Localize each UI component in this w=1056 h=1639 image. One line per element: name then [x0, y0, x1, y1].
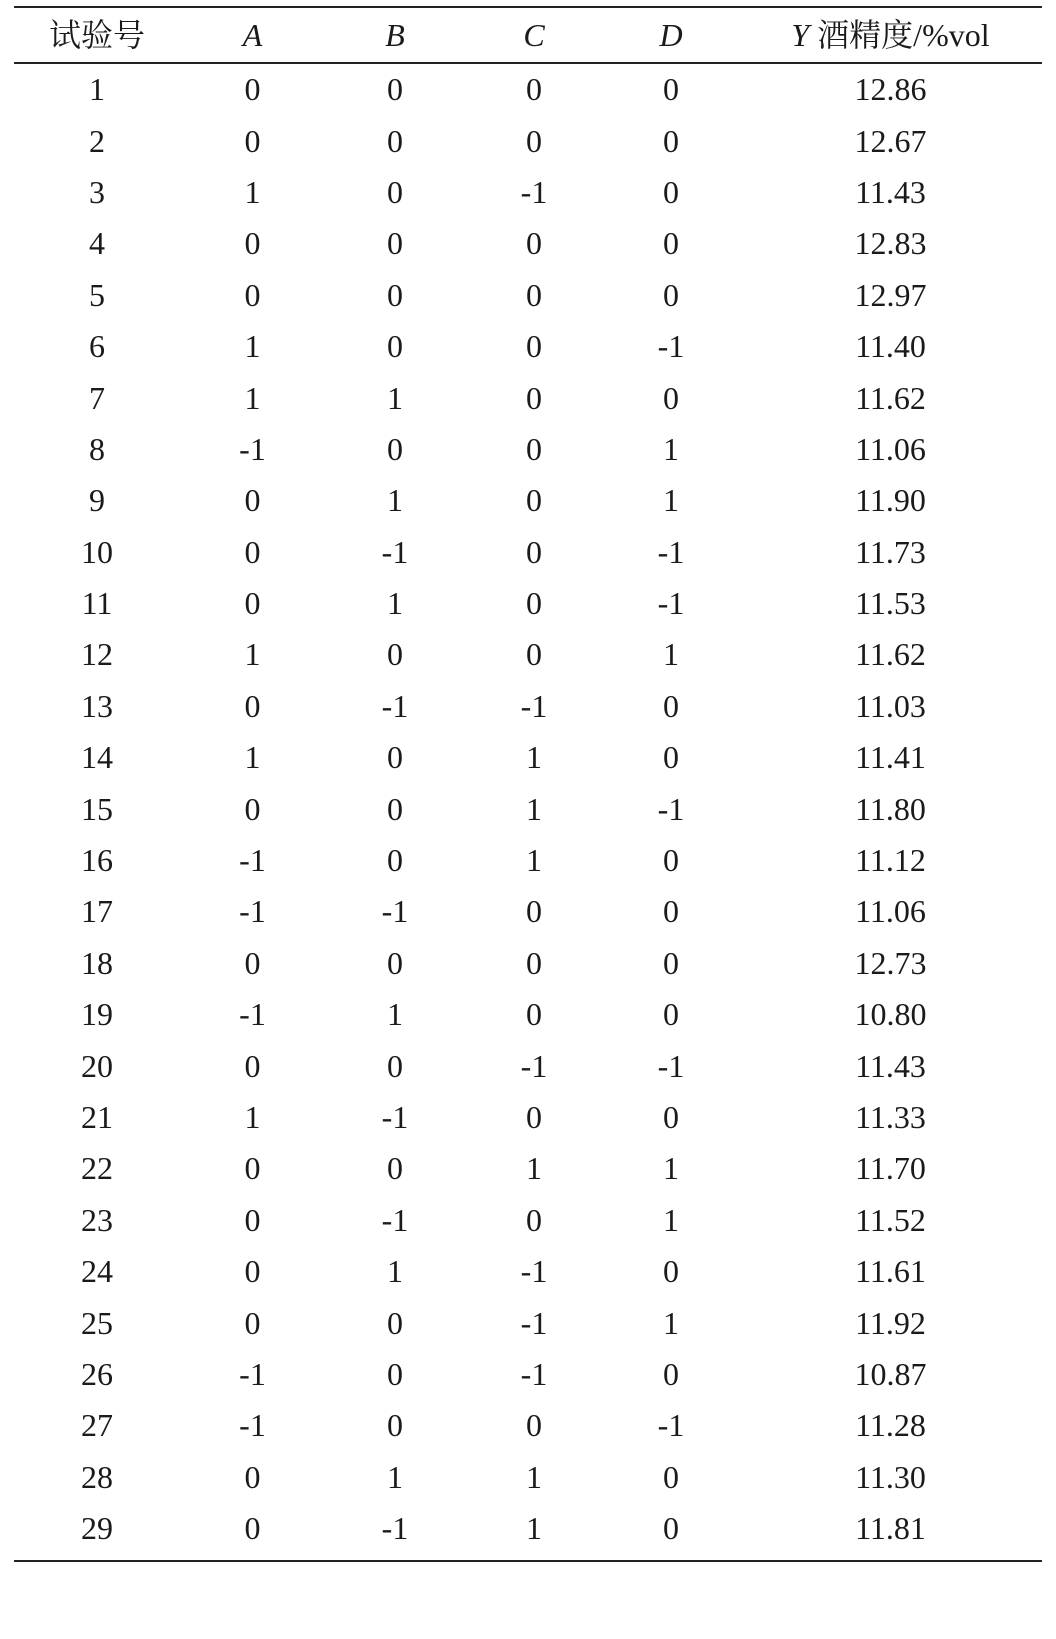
cell-b: 0	[387, 225, 403, 262]
cell-c: 0	[526, 1099, 542, 1135]
table-row	[14, 1143, 1042, 1194]
cell-y: 11.73	[855, 533, 926, 570]
table-row	[14, 1502, 1042, 1553]
cell-b: 0	[387, 1047, 403, 1084]
header-y	[739, 19, 1042, 51]
cell-d: 0	[663, 379, 679, 416]
cell-a: 1	[244, 1099, 261, 1135]
table-row	[14, 783, 1042, 834]
cell-c: 0	[526, 944, 542, 981]
cell-c: 0	[526, 996, 542, 1033]
cell-trial: 23	[81, 1201, 113, 1238]
cell-trial: 22	[81, 1150, 113, 1187]
table-row	[14, 1297, 1042, 1348]
cell-c: 1	[526, 790, 542, 827]
cell-c: 1	[526, 1510, 542, 1547]
header-y-label: 酒精度/%vol	[817, 17, 990, 53]
cell-d: 1	[663, 482, 679, 519]
cell-trial: 3	[89, 173, 105, 210]
cell-trial: 12	[81, 636, 113, 673]
table-row	[14, 680, 1042, 731]
cell-trial: 20	[81, 1047, 113, 1084]
table-row	[14, 1400, 1042, 1451]
cell-y: 11.52	[855, 1201, 926, 1238]
cell-trial: 18	[81, 944, 113, 981]
cell-trial: 28	[81, 1458, 113, 1495]
cell-y: 12.97	[854, 276, 927, 313]
cell-d: 0	[663, 71, 679, 108]
cell-c: 1	[526, 1150, 542, 1187]
cell-b: -1	[381, 1510, 409, 1547]
cell-b: 0	[387, 636, 403, 673]
cell-c: 0	[526, 893, 542, 930]
cell-b: 1	[387, 996, 403, 1033]
cell-trial: 29	[81, 1510, 113, 1547]
cell-a: 1	[244, 739, 261, 776]
cell-c: 1	[526, 1458, 542, 1495]
cell-b: 0	[387, 71, 403, 108]
header-b: B	[385, 17, 405, 53]
cell-a: 0	[244, 1253, 261, 1290]
bottom-rule	[14, 1560, 1042, 1562]
cell-a: -1	[239, 430, 266, 467]
cell-d: 0	[663, 276, 679, 313]
cell-b: 0	[387, 328, 403, 365]
cell-y: 11.92	[855, 1304, 926, 1341]
header-d: D	[659, 17, 683, 53]
table-row	[14, 320, 1042, 371]
cell-d: -1	[657, 790, 685, 827]
cell-trial: 10	[81, 533, 113, 570]
cell-y: 11.61	[855, 1253, 926, 1290]
cell-d: 0	[663, 225, 679, 262]
table-row	[14, 166, 1042, 217]
cell-b: 0	[387, 790, 403, 827]
cell-b: 0	[387, 842, 403, 879]
cell-trial: 16	[81, 842, 113, 879]
table-row	[14, 218, 1042, 269]
cell-d: 1	[663, 636, 679, 673]
cell-d: -1	[657, 585, 685, 622]
cell-d: -1	[657, 533, 685, 570]
cell-c: -1	[520, 1253, 548, 1290]
cell-c: 0	[526, 430, 542, 467]
table-row	[14, 886, 1042, 937]
cell-a: -1	[239, 842, 266, 879]
cell-a: 0	[244, 276, 261, 313]
table-row	[14, 475, 1042, 526]
cell-d: 0	[663, 842, 679, 879]
cell-y: 11.81	[855, 1510, 926, 1547]
cell-c: 0	[526, 636, 542, 673]
cell-y: 11.80	[855, 790, 926, 827]
header-trial: 试验号	[48, 17, 145, 53]
cell-b: 0	[387, 1304, 403, 1341]
cell-y: 11.90	[855, 482, 926, 519]
cell-d: 0	[663, 1510, 679, 1547]
cell-trial: 14	[81, 739, 113, 776]
cell-a: 1	[244, 173, 261, 210]
table-row	[14, 577, 1042, 628]
cell-a: 1	[244, 379, 261, 416]
cell-y: 10.87	[854, 1355, 927, 1392]
cell-c: 0	[526, 533, 542, 570]
cell-y: 11.30	[855, 1458, 926, 1495]
cell-d: -1	[657, 328, 685, 365]
cell-d: 0	[663, 1253, 679, 1290]
cell-d: -1	[657, 1047, 685, 1084]
cell-b: 0	[387, 1150, 403, 1187]
cell-y: 11.43	[855, 173, 926, 210]
cell-trial: 13	[81, 687, 113, 724]
cell-y: 11.28	[855, 1407, 926, 1444]
table-row	[14, 937, 1042, 988]
cell-c: 0	[526, 225, 542, 262]
table-row	[14, 269, 1042, 320]
cell-trial: 11	[81, 585, 113, 622]
cell-a: -1	[239, 996, 266, 1033]
cell-y: 12.67	[854, 122, 927, 159]
table-header	[14, 8, 1042, 62]
cell-trial: 7	[89, 379, 105, 416]
cell-c: -1	[520, 1304, 548, 1341]
cell-d: 0	[663, 944, 679, 981]
cell-a: -1	[239, 893, 266, 930]
cell-a: -1	[239, 1407, 266, 1444]
cell-b: 1	[387, 1253, 403, 1290]
cell-y: 11.12	[855, 842, 926, 879]
cell-trial: 9	[89, 482, 105, 519]
data-table	[14, 6, 1042, 1562]
table-row	[14, 1040, 1042, 1091]
cell-a: 0	[244, 1458, 261, 1495]
cell-c: -1	[520, 1355, 548, 1392]
cell-d: 0	[663, 173, 679, 210]
cell-y: 11.06	[855, 893, 926, 930]
cell-trial: 8	[89, 430, 105, 467]
cell-y: 11.70	[855, 1150, 926, 1187]
cell-trial: 2	[89, 122, 105, 159]
table-row	[14, 1451, 1042, 1502]
cell-a: 0	[244, 122, 261, 159]
cell-d: 0	[663, 687, 679, 724]
cell-y: 11.06	[855, 430, 926, 467]
cell-a: 1	[244, 328, 261, 365]
cell-b: -1	[381, 1201, 409, 1238]
cell-trial: 25	[81, 1304, 113, 1341]
cell-d: -1	[657, 1407, 685, 1444]
cell-a: 0	[244, 1047, 261, 1084]
cell-trial: 24	[81, 1253, 113, 1290]
table-row	[14, 526, 1042, 577]
cell-c: -1	[520, 687, 548, 724]
table-row	[14, 989, 1042, 1040]
cell-a: 0	[244, 1510, 261, 1547]
cell-d: 1	[663, 1304, 679, 1341]
cell-y: 12.83	[854, 225, 927, 262]
cell-a: 0	[244, 1201, 261, 1238]
cell-c: 0	[526, 1407, 542, 1444]
table-row	[14, 732, 1042, 783]
cell-c: 0	[526, 1201, 542, 1238]
cell-c: -1	[520, 1047, 548, 1084]
cell-b: 0	[387, 122, 403, 159]
cell-b: 0	[387, 1407, 403, 1444]
cell-a: 0	[244, 225, 261, 262]
table-row	[14, 1348, 1042, 1399]
table-row	[14, 64, 1042, 115]
cell-y: 10.80	[854, 996, 927, 1033]
cell-d: 0	[663, 1458, 679, 1495]
cell-c: 0	[526, 482, 542, 519]
table-body	[14, 64, 1042, 1554]
cell-trial: 5	[89, 276, 105, 313]
cell-y: 11.41	[855, 739, 926, 776]
cell-b: 0	[387, 1355, 403, 1392]
cell-c: 0	[526, 276, 542, 313]
header-y-symbol: Y	[791, 17, 810, 53]
cell-c: 0	[526, 71, 542, 108]
table-row	[14, 115, 1042, 166]
cell-y: 11.03	[855, 687, 926, 724]
cell-a: 1	[244, 636, 261, 673]
cell-a: 0	[244, 1304, 261, 1341]
cell-y: 11.53	[855, 585, 926, 622]
table-row	[14, 629, 1042, 680]
cell-d: 1	[663, 1201, 679, 1238]
cell-y: 11.43	[855, 1047, 926, 1084]
cell-a: 0	[244, 585, 261, 622]
cell-trial: 15	[81, 790, 113, 827]
cell-trial: 21	[81, 1099, 113, 1135]
cell-d: 0	[663, 122, 679, 159]
table-row	[14, 1194, 1042, 1245]
cell-c: -1	[520, 173, 548, 210]
cell-trial: 19	[81, 996, 113, 1033]
cell-a: 0	[244, 944, 261, 981]
cell-a: 0	[244, 482, 261, 519]
cell-d: 0	[663, 1099, 679, 1135]
cell-trial: 1	[89, 71, 105, 108]
cell-b: 0	[387, 944, 403, 981]
table-row	[14, 1245, 1042, 1296]
cell-y: 11.62	[855, 636, 926, 673]
cell-trial: 17	[81, 893, 113, 930]
cell-c: 0	[526, 328, 542, 365]
cell-b: -1	[381, 893, 409, 930]
cell-a: 0	[244, 1150, 261, 1187]
cell-b: 1	[387, 1458, 403, 1495]
cell-d: 0	[663, 893, 679, 930]
cell-c: 0	[526, 122, 542, 159]
cell-a: 0	[244, 533, 261, 570]
table-row	[14, 423, 1042, 474]
cell-trial: 26	[81, 1355, 113, 1392]
cell-trial: 27	[81, 1407, 113, 1444]
header-a: A	[242, 17, 263, 53]
cell-b: 1	[387, 585, 403, 622]
cell-d: 1	[663, 1150, 679, 1187]
cell-y: 11.40	[855, 328, 926, 365]
cell-a: -1	[239, 1355, 266, 1392]
cell-trial: 4	[89, 225, 105, 262]
cell-b: 0	[387, 430, 403, 467]
cell-b: -1	[381, 533, 409, 570]
cell-b: 0	[387, 739, 403, 776]
cell-y: 12.86	[854, 71, 927, 108]
cell-y: 11.62	[855, 379, 926, 416]
cell-d: 0	[663, 996, 679, 1033]
cell-trial: 6	[89, 328, 105, 365]
cell-c: 1	[526, 739, 542, 776]
cell-b: 0	[387, 173, 403, 210]
cell-a: 0	[244, 790, 261, 827]
table-row	[14, 372, 1042, 423]
cell-c: 1	[526, 842, 542, 879]
table-row	[14, 1091, 1042, 1142]
cell-b: -1	[381, 1099, 409, 1135]
cell-y: 12.73	[854, 944, 927, 981]
cell-b: -1	[381, 687, 409, 724]
cell-d: 1	[663, 430, 679, 467]
table-row	[14, 834, 1042, 885]
cell-a: 0	[244, 687, 261, 724]
cell-d: 0	[663, 739, 679, 776]
cell-c: 0	[526, 379, 542, 416]
cell-c: 0	[526, 585, 542, 622]
header-c: C	[523, 17, 545, 53]
cell-y: 11.33	[855, 1099, 926, 1135]
cell-b: 1	[387, 379, 403, 416]
cell-b: 0	[387, 276, 403, 313]
cell-d: 0	[663, 1355, 679, 1392]
cell-b: 1	[387, 482, 403, 519]
cell-a: 0	[244, 71, 261, 108]
